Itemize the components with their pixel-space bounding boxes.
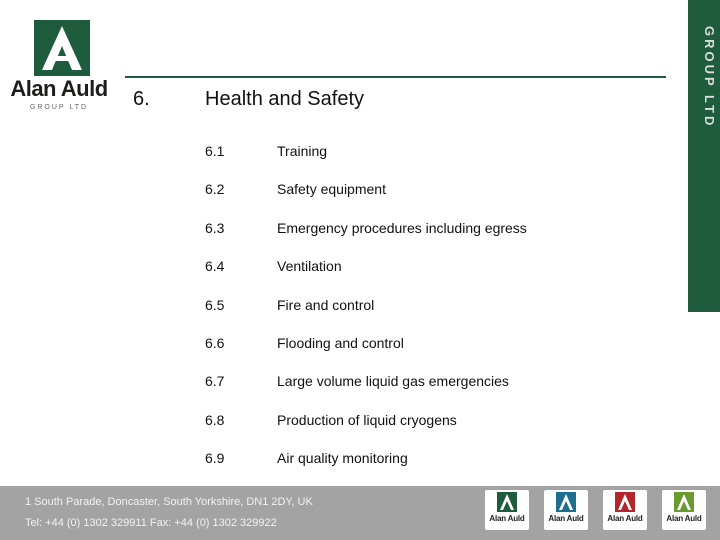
item-text: Production of liquid cryogens <box>277 411 457 428</box>
list-item <box>205 370 675 408</box>
item-list <box>205 140 675 486</box>
footer-logo-label: Alan Auld <box>489 514 525 523</box>
footer-logo <box>662 490 706 530</box>
footer-logo-mark-icon <box>674 492 694 512</box>
item-number: 6.6 <box>205 334 225 351</box>
footer-logo <box>544 490 588 530</box>
list-item <box>205 255 675 293</box>
footer <box>0 486 720 540</box>
item-number: 6.9 <box>205 450 225 467</box>
list-item <box>205 332 675 370</box>
company-logo-brand: Alan Auld <box>10 76 108 101</box>
item-number: 6.8 <box>205 411 225 428</box>
item-text: Ventilation <box>277 258 342 275</box>
footer-telephone: Tel: +44 (0) 1302 329911 Fax: +44 (0) 1302 329922 <box>25 517 277 529</box>
footer-logo-mark-icon <box>556 492 576 512</box>
item-number: 6.4 <box>205 258 225 275</box>
list-item <box>205 409 675 447</box>
section-number: 6. <box>133 88 150 110</box>
list-item <box>205 217 675 255</box>
footer-logo-mark-icon <box>615 492 635 512</box>
company-logo-mark-icon <box>34 20 90 76</box>
item-number: 6.5 <box>205 296 225 313</box>
list-item <box>205 140 675 178</box>
item-text: Safety equipment <box>277 181 386 198</box>
footer-address: 1 South Parade, Doncaster, South Yorkshire, DN1 2DY, UK <box>25 496 313 508</box>
list-item <box>205 294 675 332</box>
footer-logo-label: Alan Auld <box>548 514 584 523</box>
item-text: Fire and control <box>277 296 375 313</box>
company-logo <box>6 16 112 120</box>
item-text: Large volume liquid gas emergencies <box>277 373 509 390</box>
item-number: 6.1 <box>205 143 225 159</box>
footer-logo <box>485 490 529 530</box>
list-item <box>205 447 675 485</box>
footer-logo-mark-icon <box>497 492 517 512</box>
company-logo-sub: GROUP LTD <box>29 104 89 111</box>
item-text: Air quality monitoring <box>277 450 408 467</box>
title-rule <box>125 76 666 78</box>
section-title: Health and Safety <box>205 88 364 110</box>
footer-logo <box>603 490 647 530</box>
footer-logo-label: Alan Auld <box>607 514 643 523</box>
item-number: 6.2 <box>205 181 225 198</box>
item-number: 6.7 <box>205 373 225 390</box>
side-band-text: GROUP LTD <box>702 26 717 129</box>
item-text: Emergency procedures including egress <box>277 219 527 236</box>
list-item <box>205 178 675 216</box>
item-number: 6.3 <box>205 219 225 236</box>
footer-logo-label: Alan Auld <box>666 514 702 523</box>
item-text: Training <box>277 143 328 159</box>
item-text: Flooding and control <box>277 334 404 351</box>
